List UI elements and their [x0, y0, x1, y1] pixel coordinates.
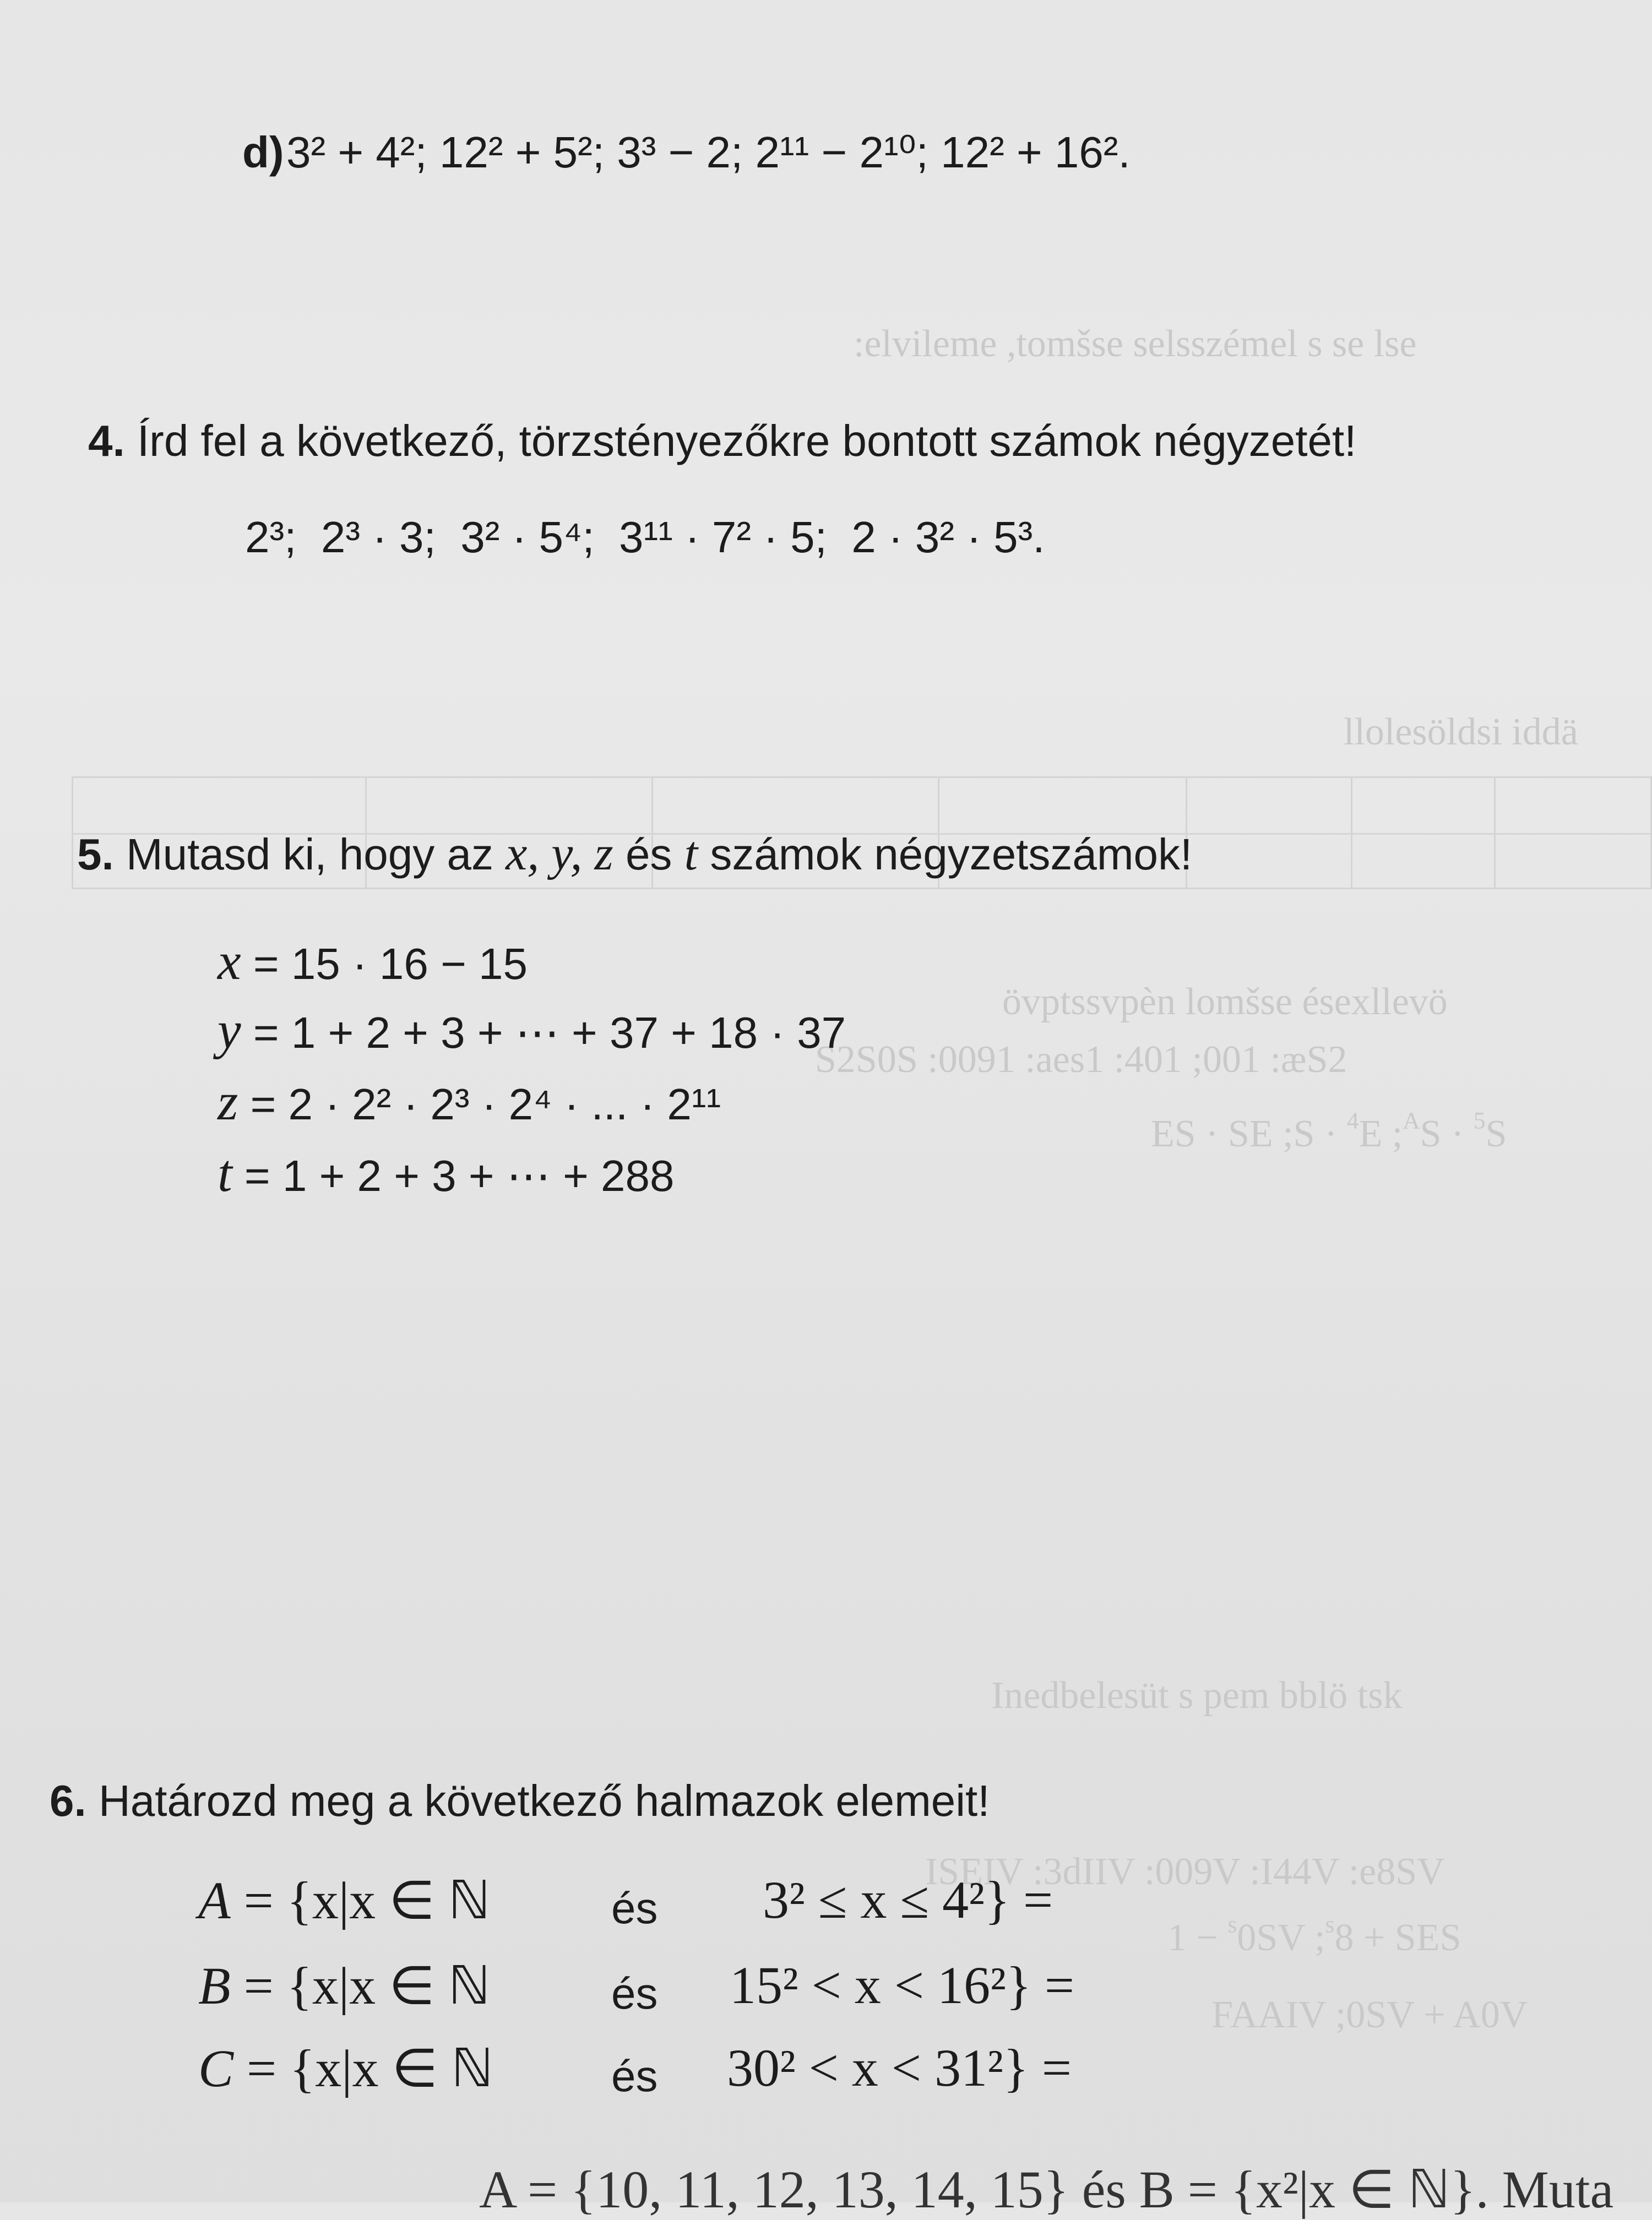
set-a-definition — [198, 1869, 491, 1931]
equation-t — [218, 1142, 675, 1204]
exercise-4-text: Írd fel a következő, törzstényezőkre bontott számok négyzetét! — [137, 416, 1357, 465]
exercise-d-term: 2¹¹ − 2¹⁰ — [755, 128, 916, 177]
bleed-through-text: FAAIV ;0SV + A0V — [1211, 1994, 1528, 2036]
exercise-4-term: 2³ — [245, 513, 285, 562]
bleed-through-text: S2S0S :0091 :aes1 :401 ;001 :æS2 — [815, 1038, 1347, 1081]
equation-expression: = 2 · 2² · 2³ · 2⁴ · ... · 2¹¹ — [250, 1080, 721, 1129]
set-name: C — [198, 2039, 234, 2098]
exercise-4-term: 3¹¹ · 7² · 5 — [619, 513, 815, 562]
bleed-through-text: ISEIV :3dIIV :009V :I44V :e8SV — [925, 1851, 1445, 1893]
exercise-6-heading — [50, 1776, 990, 1826]
exercise-5-number: 5. — [77, 830, 114, 879]
equation-expression: = 1 + 2 + 3 + ⋯ + 37 + 18 · 37 — [253, 1008, 846, 1057]
equation-y — [218, 999, 846, 1060]
set-and: és — [611, 1969, 658, 2018]
set-and: és — [611, 2052, 658, 2101]
equation-z — [218, 1071, 721, 1132]
equation-expression: = 1 + 2 + 3 + ⋯ + 288 — [244, 1151, 675, 1200]
exercise-6-text: Határozd meg a következő halmazok elemeit! — [98, 1776, 990, 1825]
bleed-through-text: llolesöldsi iddä — [1344, 711, 1578, 753]
exercise-d-term: 12² + 5² — [439, 128, 593, 177]
equation-variable: y — [218, 1000, 241, 1059]
exercise-4-terms: 2³; 2³ · 3; 3² · 5⁴; 3¹¹ · 7² · 5; 2 · 3² · 5³. — [245, 513, 1045, 562]
equation-variable: x — [218, 932, 241, 991]
set-and: és — [611, 1884, 658, 1933]
exercise-5-text-mid: és — [625, 830, 672, 879]
exercise-5-text-before: Mutasd ki, hogy az — [126, 830, 493, 879]
set-b-definition — [198, 1955, 491, 2016]
set-def: = {x|x ∈ ℕ — [243, 1956, 491, 2015]
set-def: = {x|x ∈ ℕ — [247, 2039, 493, 2098]
exercise-4-term: 2³ · 3 — [320, 513, 424, 562]
bleed-through-text: Inedbelesüt s pem bblö tsk — [991, 1674, 1403, 1717]
equation-x — [218, 931, 528, 992]
bleed-through-text: övptssvpèn lomšse ésexllevö — [1002, 981, 1448, 1023]
exercise-d: d) 3² + 4²; 12² + 5²; 3³ − 2; 2¹¹ − 2¹⁰; 12² + 16². — [242, 128, 1131, 177]
exercise-4-term: 3² · 5⁴ — [460, 513, 583, 562]
equation-variable: z — [218, 1072, 238, 1131]
exercise-d-term: 12² + 16². — [941, 128, 1131, 177]
exercise-4-heading — [88, 416, 1356, 466]
exercise-5-text-after: számok négyzetszámok! — [710, 830, 1193, 879]
set-c-condition: 30² < x < 31²} = — [727, 2038, 1072, 2097]
set-a-condition: 3² ≤ x ≤ 4²} = — [763, 1870, 1053, 1929]
set-b-condition: 15² < x < 16²} = — [730, 1956, 1075, 2015]
exercise-5-heading — [77, 826, 1192, 882]
exercise-4-number: 4. — [88, 416, 125, 465]
equation-variable: t — [218, 1144, 232, 1202]
set-name: A — [198, 1871, 231, 1930]
exercise-4-term: 2 · 3² · 5³. — [851, 513, 1045, 562]
exercise-5-var-t: t — [684, 827, 698, 880]
bleed-through-text: :elvileme ,tomšse selsszémel s se lse — [854, 323, 1417, 365]
set-def: = {x|x ∈ ℕ — [243, 1871, 491, 1930]
equation-expression: = 15 · 16 − 15 — [253, 939, 528, 988]
exercise-d-term: 3² + 4² — [286, 128, 415, 177]
bleed-through-text: ES · SE ;S · $^4$E ;$^A$S · $^5$S — [1151, 1107, 1507, 1155]
bleed-through-text: 1 − $^s$0SV ;$^s$8 + SES — [1167, 1911, 1461, 1959]
exercise-7-partial: A = {10, 11, 12, 13, 14, 15} és B = {x²|x ∈ ℕ}. Muta — [479, 2160, 1614, 2219]
set-name: B — [198, 1956, 231, 2015]
exercise-5-vars: x, y, z — [506, 827, 613, 880]
exercise-d-label: d) — [242, 128, 284, 177]
set-c-definition — [198, 2037, 493, 2099]
exercise-6-number: 6. — [50, 1776, 86, 1825]
exercise-d-term: 3³ − 2 — [617, 128, 731, 177]
